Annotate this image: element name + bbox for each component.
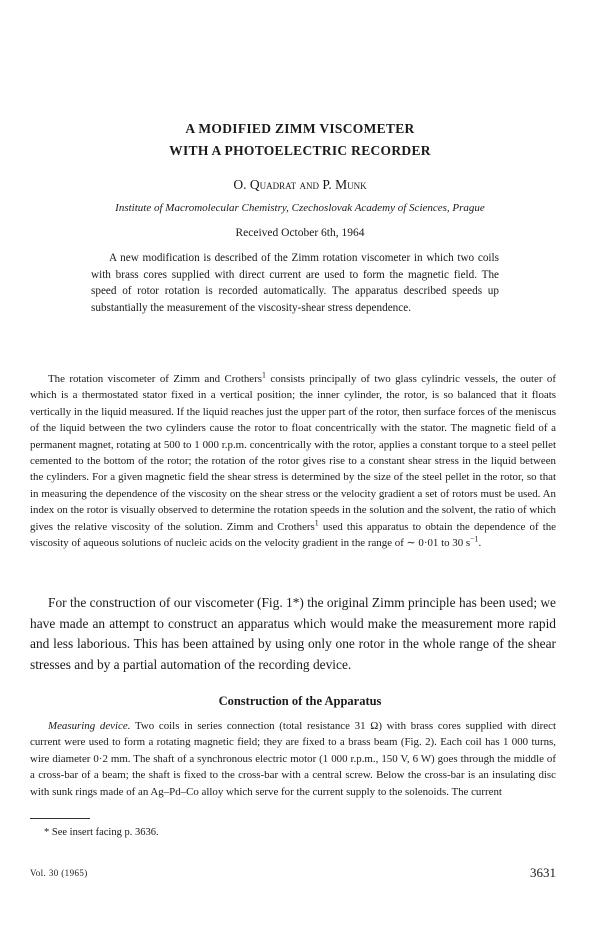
- paragraph-intro-text-d: .: [478, 537, 482, 550]
- unit-exponent: −1: [470, 534, 479, 544]
- affiliation: Institute of Macromolecular Chemistry, Czechoslovak Academy of Sciences, Prague: [115, 202, 485, 214]
- volume-info: Vol. 30 (1965): [30, 868, 88, 878]
- received-date: Received October 6th, 1964: [235, 227, 365, 239]
- run-in-heading: Measuring device.: [48, 720, 131, 732]
- paragraph-intro-text-b: consists principally of two glass cylindric vessels, the outer of which is a thermostated stator fixed in a vertical position; the inner cylinder, the rotor, is so balanced that it floats vertically in the liquid measured. If the liquid reaches just the upper part of the rotor, then surface forces of the meniscus of the liquid between the two cylinders cause the rotor to float concentrically with the stator. The magnetic field of a permanent magnet, rotating at 500 to 1 000 r.p.m. concentrically with the rotor, applies a constant torque to a steel pellet cemented to the bottom of the rotor; the rotation of the rotor gives rise to a constant shear stress in the liquid between the cylinders. For a given magnetic field the shear stress is determined by the size of the steel pellet in the rotor, so that in measuring the dependence of the viscosity on the shear stress or the velocity gradient a set of rotors must be used. An index on the rotor is visually observed to determine the rotation speeds in the solution and the solvent, the ratio of which gives the relative viscosity of the solution. Zimm and Crothers: [30, 373, 557, 533]
- footnote: * See insert facing p. 3636.: [44, 827, 159, 838]
- paragraph-intro-text-a: The rotation viscometer of Zimm and Crothers: [48, 373, 263, 385]
- paragraph-intro-text-c: used this apparatus to obtain the dependence of the viscosity of aqueous solutions of nucleic acids on the velocity gradient in the range of ∼ 0·01 to 30 s: [30, 520, 556, 550]
- abstract: A new modification is described of the Zimm rotation viscometer in which two coils with brass cores supplied with direct current are used to form the magnetic field. The speed of rotor rotation is recorded automatically. The apparatus described speeds up substantially the measurement of the viscosity-shear stress dependence.: [91, 252, 499, 314]
- paragraph-measuring-device-text: Two coils in series connection (total resistance 31 Ω) with brass cores supplied with direct current were used to form a rotating magnetic field; they are fixed to a brass beam (Fig. 2). Each coil has 1 000 turns, wire diameter 0·2 mm. The shaft of a synchronous electric motor (1 000 r.p.m., 150 V, 6 W) goes through the middle of a cross-bar of a beam; the shaft is fixed to the cross-bar with a central screw. Below the cross-bar is an insulating disc with sunk rings made of an Ag–Pd–Co alloy which serve for the current supply to the solenoids. The current: [30, 720, 556, 798]
- article-title-line-1: A MODIFIED ZIMM VISCOMETER: [185, 121, 415, 136]
- reference-marker: 1: [262, 370, 266, 380]
- footnote-rule: [30, 818, 90, 819]
- authors: O. Quadrat and P. Munk: [233, 177, 367, 192]
- section-heading: Construction of the Apparatus: [218, 694, 382, 708]
- page-number: 3631: [530, 865, 556, 880]
- article-title-line-2: WITH A PHOTOELECTRIC RECORDER: [169, 143, 431, 158]
- paragraph-intro: [30, 371, 556, 551]
- paragraph-measuring-device: [30, 718, 556, 800]
- reference-marker: 1: [314, 518, 319, 528]
- paragraph-construction-aim: For the construction of our viscometer (Fig. 1*) the original Zimm principle has been used; we have made an attempt to construct an apparatus which would make the measurement more rapid and less laborious. This has been attained by using only one rotor in the whole range of the shear stresses and by a partial automation of the recording device.: [30, 595, 556, 672]
